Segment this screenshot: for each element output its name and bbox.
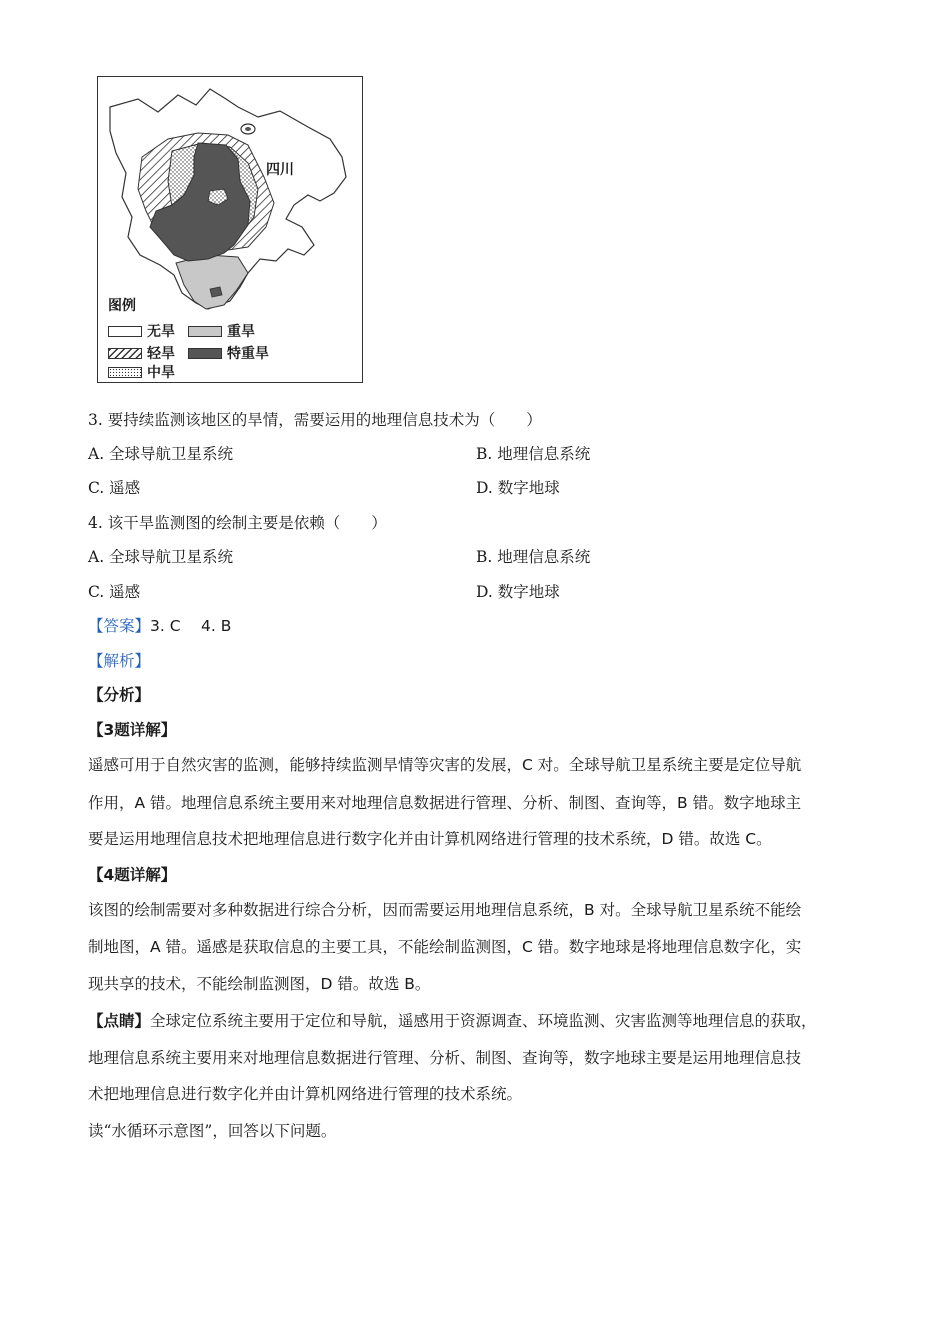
answer-line (88, 616, 231, 636)
detail4-line-2: 制地图，A 错。遥感是获取信息的主要工具，不能绘制监测图，C 错。数字地球是将地理信息数字化，实 (88, 938, 802, 956)
dianjing-line-2: 地理信息系统主要用来对地理信息数据进行管理、分析、制图、查询等，数字地球主要是运用地理信息技 (88, 1049, 802, 1067)
severe-drought-area (176, 255, 248, 309)
q4-option-b: B. 地理信息系统 (476, 548, 591, 566)
drought-map-figure (97, 76, 363, 383)
legend-item-none: 无旱 (108, 321, 175, 341)
answer-tag: 【答案】 (88, 617, 151, 635)
map-region-label: 四川 (266, 162, 294, 178)
legend-swatch-light (108, 348, 142, 359)
detail3-tag: 【3题详解】 (88, 721, 177, 739)
q4-option-a: A. 全球导航卫星系统 (88, 548, 234, 566)
q4-option-c: C. 遥感 (88, 583, 141, 601)
q3-option-d: D. 数字地球 (476, 479, 560, 497)
answer-text: 3. C 4. B (150, 617, 232, 635)
next-question-intro: 读“水循环示意图”，回答以下问题。 (88, 1122, 337, 1140)
legend-item-light: 轻旱 (108, 343, 175, 363)
legend-swatch-medium (108, 367, 142, 378)
legend-item-extreme: 特重旱 (188, 343, 269, 363)
q3-option-b: B. 地理信息系统 (476, 445, 591, 463)
detail3-line-2: 作用，A 错。地理信息系统主要用来对地理信息数据进行管理、分析、制图、查询等，B 错。数字地球主 (88, 794, 802, 812)
detail3-line-1: 遥感可用于自然灾害的监测，能够持续监测旱情等灾害的发展，C 对。全球导航卫星系统主要是定位导航 (88, 756, 802, 774)
analysis-tag: 【解析】 (88, 652, 151, 670)
fenxi-tag: 【分析】 (88, 686, 151, 704)
detail4-tag: 【4题详解】 (88, 866, 177, 884)
legend-swatch-extreme (188, 348, 222, 359)
q4-stem: 4. 该干旱监测图的绘制主要是依赖（ ） (88, 514, 387, 532)
legend-title: 图例 (108, 298, 136, 314)
legend-item-medium: 中旱 (108, 362, 175, 382)
dianjing-line-1: 【点睛】全球定位系统主要用于定位和导航，遥感用于资源调查、环境监测、灾害监测等地理信息的获取， (88, 1012, 817, 1030)
legend-swatch-none (108, 326, 142, 337)
q3-option-a: A. 全球导航卫星系统 (88, 445, 234, 463)
detail3-line-3: 要是运用地理信息技术把地理信息进行数字化并由计算机网络进行管理的技术系统，D 错。故选 C。 (88, 830, 772, 848)
dianjing-tag: 【点睛】 (88, 1012, 151, 1030)
q3-option-c: C. 遥感 (88, 479, 141, 497)
legend-item-severe: 重旱 (188, 321, 255, 341)
q4-option-d: D. 数字地球 (476, 583, 560, 601)
detail4-line-3: 现共享的技术，不能绘制监测图，D 错。故选 B。 (88, 975, 431, 993)
legend-swatch-severe (188, 326, 222, 337)
detail4-line-1: 该图的绘制需要对多种数据进行综合分析，因而需要运用地理信息系统，B 对。全球导航卫星系统不能绘 (88, 901, 802, 919)
q3-stem: 3. 要持续监测该地区的旱情，需要运用的地理信息技术为（ ） (88, 411, 542, 429)
dianjing-line-3: 术把地理信息进行数字化并由计算机网络进行管理的技术系统。 (88, 1085, 523, 1103)
